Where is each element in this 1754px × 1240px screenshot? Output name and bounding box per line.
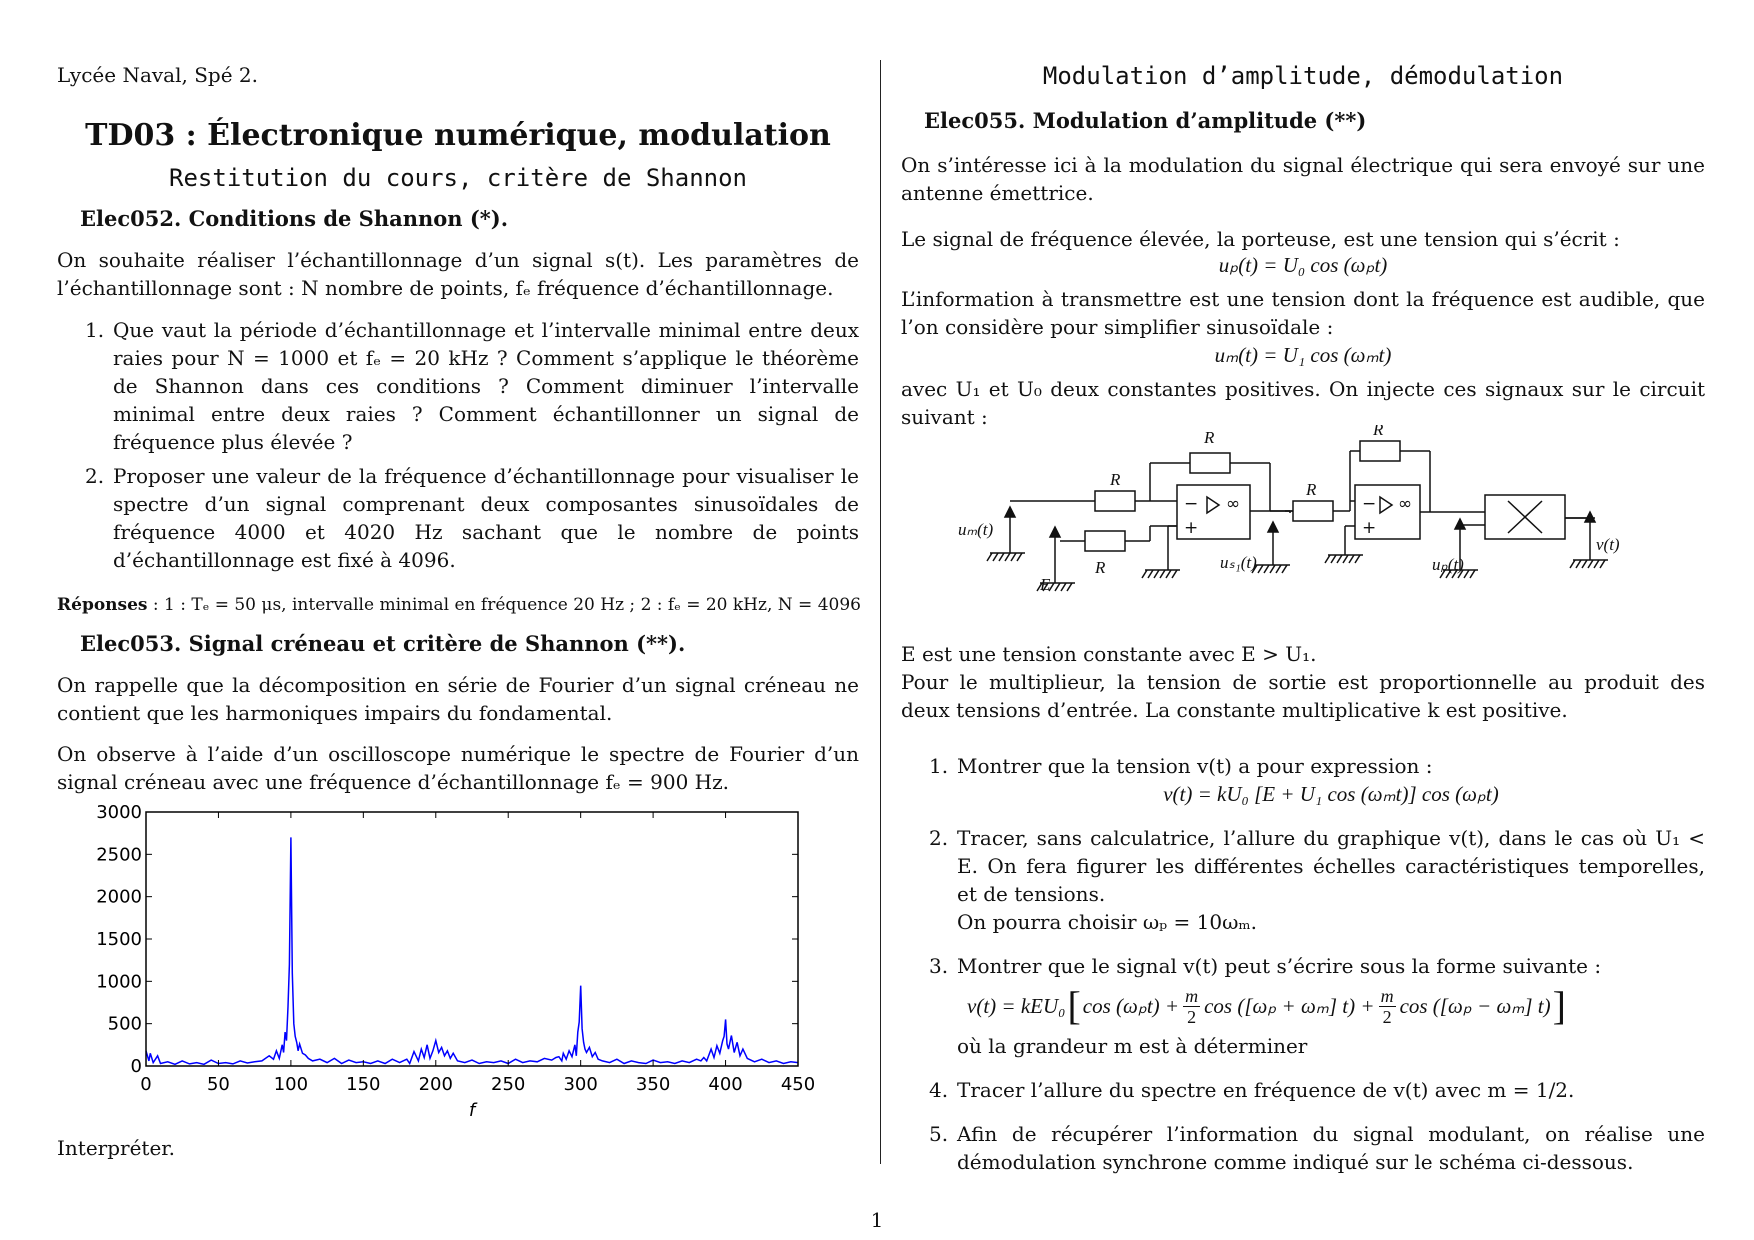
elec055-paragraph-1: On s’intéresse ici à la modulation du signal électrique qui sera envoyé sur une antenne émettrice. bbox=[901, 153, 1705, 205]
question-number: 2. bbox=[85, 464, 105, 488]
plot-frame bbox=[146, 812, 798, 1066]
series-line-spectre bbox=[146, 837, 798, 1064]
resistor-input-um bbox=[1095, 491, 1135, 511]
elec055-paragraph-3: L’information à transmettre est une tension dont la fréquence est audible, que l’on considère pour simplifier sinusoïdale : bbox=[901, 287, 1705, 339]
x-tick-label: 200 bbox=[418, 1074, 453, 1095]
y-tick-label: 2500 bbox=[96, 844, 142, 866]
y-tick-label: 2000 bbox=[96, 886, 142, 908]
resistor-input-E bbox=[1085, 531, 1125, 551]
elec052-answers bbox=[57, 595, 877, 615]
elec053-paragraph-2: On observe à l’aide d’un oscilloscope numérique le spectre de Fourier d’un signal créneau avec une fréquence d’échantillonnage fₑ = 900 Hz. bbox=[57, 742, 859, 794]
label-us1: uₛ₁(t) bbox=[1220, 553, 1257, 572]
resistor-feedback-1 bbox=[1190, 453, 1230, 473]
label-R-top: R bbox=[1204, 428, 1215, 447]
question-text: Montrer que le signal v(t) peut s’écrire sous la forme suivante : bbox=[957, 954, 1602, 978]
multiplier bbox=[1485, 495, 1565, 539]
message-equation: uₘ(t) = U₁ cos (ωₘt) bbox=[1214, 343, 1392, 367]
eq-term-3: cos ([ωₚ − ωₘ] t) bbox=[1399, 994, 1551, 1018]
arrow-head-icon bbox=[1455, 519, 1465, 529]
eq-term-1: cos (ωₚt) + bbox=[1082, 994, 1180, 1018]
elec055-paragraph-2: Le signal de fréquence élevée, la porteuse, est une tension qui s’écrit : bbox=[901, 227, 1620, 251]
label-um: uₘ(t) bbox=[958, 520, 994, 539]
fraction-numerator: m bbox=[1185, 985, 1199, 1006]
x-tick-label: 300 bbox=[563, 1074, 598, 1095]
label-R-in2: R bbox=[1095, 558, 1106, 577]
arrow-head-icon bbox=[1050, 527, 1060, 537]
y-tick-label: 1500 bbox=[96, 929, 142, 950]
open-bracket-icon: [ bbox=[1067, 983, 1081, 1028]
elec052-question-2 bbox=[57, 462, 859, 574]
elec053-paragraph-1: On rappelle que la décomposition en série de Fourier d’un signal créneau ne contient que les harmoniques impairs du fondamental. bbox=[57, 673, 859, 725]
question-number: 4. bbox=[929, 1078, 949, 1102]
elec055-question-5 bbox=[901, 1120, 1705, 1176]
elec055-paragraph-5: E est une tension constante avec E > U₁. bbox=[901, 642, 1317, 666]
arrow-head-icon bbox=[1585, 512, 1595, 522]
modulated-signal-equation: v(t) = kU₀ [E + U₁ cos (ωₘt)] cos (ωₚt) bbox=[1163, 782, 1499, 806]
opamp-1-plus: + bbox=[1184, 518, 1199, 538]
x-tick-label: 150 bbox=[346, 1074, 381, 1095]
y-tick-label: 500 bbox=[107, 1013, 142, 1035]
elec055-paragraph-4: avec U₁ et U₀ deux constantes positives. On injecte ces signaux sur le circuit suivant : bbox=[901, 377, 1705, 429]
elec052-intro: On souhaite réaliser l’échantillonnage d’un signal s(t). Les paramètres de l’échantillonnage sont : N nombre de points, fₑ fréquence d’échantillonnage. bbox=[57, 248, 859, 300]
question-text: Montrer que la tension v(t) a pour expression : bbox=[957, 754, 1433, 778]
x-axis-label: f bbox=[468, 1100, 476, 1120]
question-hint: On pourra choisir ωₚ = 10ωₘ. bbox=[957, 910, 1258, 934]
label-v: v(t) bbox=[1596, 535, 1620, 554]
exercise-heading-elec052: Elec052. Conditions de Shannon (*). bbox=[80, 206, 509, 231]
fraction bbox=[1183, 986, 1200, 1027]
exercise-heading-elec055: Elec055. Modulation d’amplitude (**) bbox=[924, 108, 1367, 133]
question-number: 5. bbox=[929, 1122, 949, 1146]
label-R-in1: R bbox=[1110, 470, 1121, 489]
elec052-question-1 bbox=[57, 316, 859, 456]
question-text: Tracer l’allure du spectre en fréquence de v(t) avec m = 1/2. bbox=[957, 1078, 1575, 1102]
question-text: Proposer une valeur de la fréquence d’échantillonnage pour visualiser le spectre d’un signal comprenant deux composantes sinusoïdales de fréquence 4000 et 4020 Hz sachant que le nombre de points d’échantillonnage est fixé à 4096. bbox=[113, 464, 859, 572]
ground-icon bbox=[1570, 560, 1608, 568]
opamp-2-plus: + bbox=[1362, 518, 1377, 538]
page-subtitle: Restitution du cours, critère de Shannon bbox=[169, 164, 747, 192]
fraction bbox=[1379, 986, 1396, 1027]
resistor-mid bbox=[1293, 501, 1333, 521]
section-title: Modulation d’amplitude, démodulation bbox=[1042, 62, 1564, 90]
ground-icon bbox=[1325, 555, 1363, 563]
arrow-head-icon bbox=[1268, 522, 1278, 532]
exercise-heading-elec053: Elec053. Signal créneau et critère de Shannon (**). bbox=[80, 631, 686, 656]
x-tick-label: 50 bbox=[206, 1074, 230, 1095]
modulation-circuit-diagram bbox=[940, 425, 1660, 635]
label-R-fb2: R bbox=[1373, 425, 1384, 439]
close-bracket-icon: ] bbox=[1552, 983, 1566, 1028]
fraction-denominator: 2 bbox=[1382, 1006, 1392, 1027]
eq-prefix: v(t) = kEU₀ bbox=[967, 994, 1066, 1018]
question-number: 3. bbox=[929, 954, 949, 978]
elec055-question-2 bbox=[901, 824, 1705, 936]
x-tick-label: 100 bbox=[273, 1074, 309, 1095]
elec055-question-4 bbox=[901, 1076, 1705, 1104]
eq-term-2: cos ([ωₚ + ωₘ] t) + bbox=[1204, 994, 1375, 1018]
opamp-2-infinity: ∞ bbox=[1398, 494, 1413, 514]
fraction-numerator: m bbox=[1380, 985, 1394, 1006]
elec055-questions bbox=[901, 752, 1705, 1176]
question-number: 2. bbox=[929, 826, 949, 850]
label-up: uₚ(t) bbox=[1432, 555, 1464, 574]
answers-text: : 1 : Tₑ = 50 μs, intervalle minimal en fréquence 20 Hz ; 2 : fₑ = 20 kHz, N = 4096 bbox=[147, 595, 861, 615]
page-title: TD03 : Électronique numérique, modulation bbox=[85, 118, 831, 153]
question-followup: où la grandeur m est à déterminer bbox=[957, 1034, 1308, 1058]
question-text: Afin de récupérer l’information du signal modulant, on réalise une démodulation synchrone comme indiqué sur le schéma ci-dessous. bbox=[957, 1122, 1705, 1174]
question-text: Tracer, sans calculatrice, l’allure du graphique v(t), dans le cas où U₁ < E. On fera figurer les différentes échelles caractéristiques temporelles, et de tensions. bbox=[957, 826, 1705, 906]
elec055-paragraph-6: Pour le multiplieur, la tension de sortie est proportionnelle au produit des deux tensions d’entrée. La constante multiplicative k est positive. bbox=[901, 670, 1705, 722]
school-label: Lycée Naval, Spé 2. bbox=[57, 63, 258, 87]
label-E: E bbox=[1040, 575, 1051, 594]
fraction-denominator: 2 bbox=[1187, 1006, 1197, 1027]
y-tick-label: 1000 bbox=[96, 971, 142, 993]
ground-symbols bbox=[987, 553, 1608, 591]
resistor-feedback-2 bbox=[1360, 441, 1400, 461]
opamp-1-minus: − bbox=[1184, 494, 1199, 514]
x-tick-label: 250 bbox=[491, 1074, 526, 1095]
spectrum-chart bbox=[80, 800, 820, 1120]
column-divider bbox=[880, 60, 881, 1164]
question-number: 1. bbox=[85, 318, 105, 342]
ground-icon bbox=[1252, 565, 1290, 573]
elec052-questions bbox=[57, 316, 859, 574]
opamp-2-minus: − bbox=[1362, 494, 1377, 514]
question-number: 1. bbox=[929, 754, 949, 778]
x-tick-label: 350 bbox=[635, 1074, 671, 1095]
ground-icon bbox=[1142, 570, 1180, 578]
elec055-question-1 bbox=[901, 752, 1705, 808]
answers-label: Réponses bbox=[57, 595, 148, 615]
elec053-closing: Interpréter. bbox=[57, 1136, 176, 1160]
spectral-form-equation bbox=[957, 980, 1705, 1032]
x-tick-label: 0 bbox=[140, 1074, 152, 1095]
y-tick-label: 3000 bbox=[96, 802, 142, 823]
ground-icon bbox=[987, 553, 1025, 561]
x-tick-label: 450 bbox=[780, 1074, 816, 1095]
carrier-equation: uₚ(t) = U₀ cos (ωₚt) bbox=[1218, 253, 1388, 277]
question-text: Que vaut la période d’échantillonnage et l’intervalle minimal entre deux raies pour N = 1000 et fₑ = 20 kHz ? Comment s’applique le théorème de Shannon dans ces conditions ? Comment diminuer l’intervalle minimal entre deux raies ? Comment échantillonner un signal de fréquence plus élevée ? bbox=[113, 318, 859, 454]
opamp-1-infinity: ∞ bbox=[1226, 494, 1241, 514]
label-R-mid: R bbox=[1306, 480, 1317, 499]
elec055-question-3 bbox=[901, 952, 1705, 1060]
y-tick-label: 0 bbox=[130, 1056, 142, 1077]
page-number: 1 bbox=[870, 1208, 884, 1232]
arrow-head-icon bbox=[1005, 507, 1015, 517]
x-tick-label: 400 bbox=[708, 1074, 743, 1095]
